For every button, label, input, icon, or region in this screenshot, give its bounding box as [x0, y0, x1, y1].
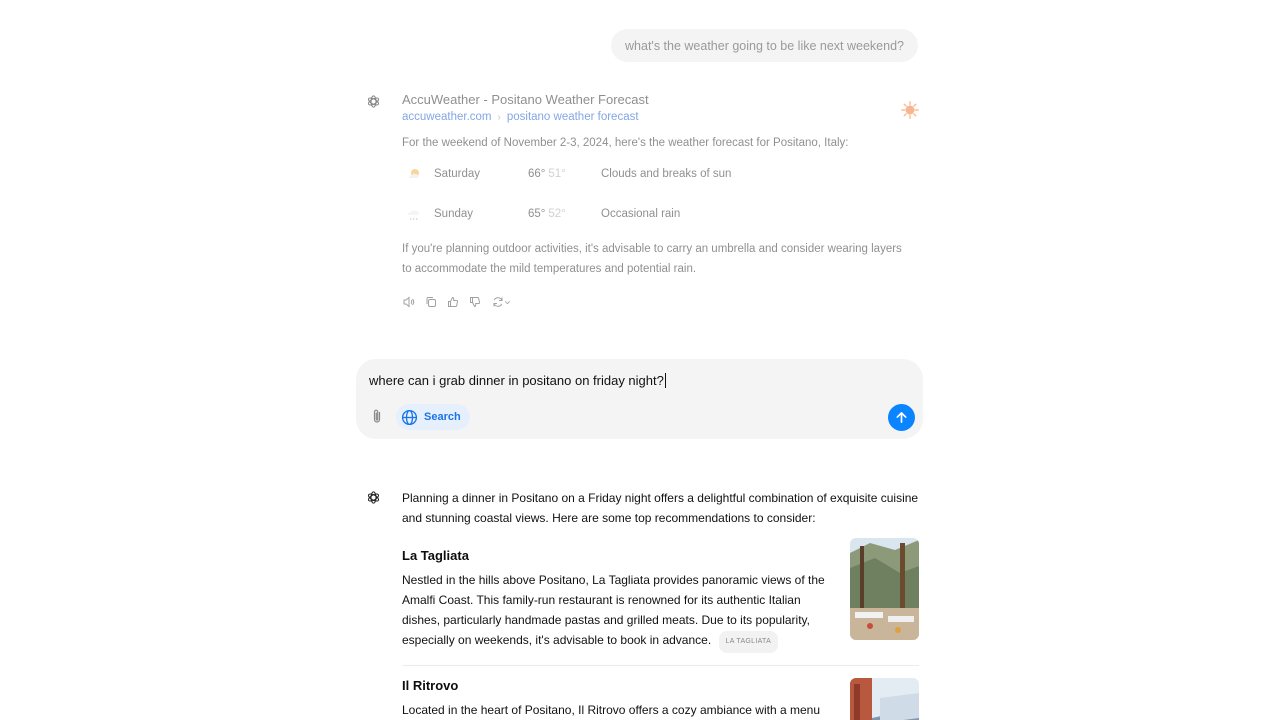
dinner-response	[402, 488, 920, 720]
restaurant-name: Il Ritrovo	[402, 678, 459, 693]
message-input[interactable]	[369, 373, 909, 388]
restaurant-description	[402, 570, 834, 653]
text-caret	[665, 373, 666, 388]
restaurant-description-text: Nestled in the hills above Positano, La Tagliata provides panoramic views of the Amalfi Coast. This family-run restaurant is renowned for its authentic Italian dishes, particularly handmade pastas and grilled meats. Due to its popularity, especially on weekends, it's advisable to book in advance.	[402, 573, 825, 647]
source-citation-tag[interactable]: LA TAGLIATA	[719, 631, 779, 653]
dinner-intro: Planning a dinner in Positano on a Friday night offers a delightful combination of exquisite cuisine and stunning coastal views. Here are some top recommendations to consider:	[402, 491, 919, 525]
forecast-day: Sunday	[434, 208, 474, 220]
forecast-day: Saturday	[434, 168, 481, 180]
forecast-high: 65°	[528, 208, 546, 220]
forecast-low: 52°	[548, 208, 566, 220]
thumbs-down-icon[interactable]	[468, 295, 482, 309]
assistant-logo-icon	[366, 490, 381, 505]
message-input-text: where can i grab dinner in positano on friday night?	[369, 373, 664, 388]
restaurant-card	[402, 548, 919, 653]
forecast-condition: Clouds and breaks of sun	[601, 168, 732, 180]
restaurant-description-text: Located in the heart of Positano, Il Ritrovo offers a cozy ambiance with a menu	[402, 703, 821, 717]
search-label: Search	[424, 411, 461, 423]
forecast-row-saturday	[402, 155, 922, 195]
message-composer	[356, 359, 923, 439]
restaurant-description	[402, 700, 834, 720]
forecast-condition: Occasional rain	[601, 208, 681, 220]
source-path-link[interactable]: positano weather forecast	[506, 111, 639, 123]
restaurant-photo[interactable]	[850, 538, 919, 640]
message-actions	[402, 295, 922, 309]
assistant-logo-icon	[366, 94, 381, 109]
regenerate-icon[interactable]	[490, 295, 512, 309]
weather-advice: If you're planning outdoor activities, it's advisable to carry an umbrella and consider wearing layers to accommodate the mild temperatures and potential rain.	[402, 243, 902, 275]
weather-intro: For the weekend of November 2-3, 2024, here's the weather forecast for Positano, Italy:	[402, 137, 849, 149]
forecast-low: 51°	[548, 168, 566, 180]
globe-icon	[401, 409, 418, 426]
restaurant-card	[402, 665, 919, 720]
forecast-temps	[528, 168, 566, 180]
read-aloud-icon[interactable]	[402, 295, 416, 309]
thumbs-up-icon[interactable]	[446, 295, 460, 309]
attach-icon[interactable]	[369, 408, 385, 426]
source-domain-link[interactable]: accuweather.com	[402, 111, 492, 123]
chevron-right-icon: ›	[497, 111, 501, 123]
restaurant-name: La Tagliata	[402, 548, 469, 563]
restaurant-photo[interactable]	[850, 678, 919, 720]
search-toggle-button[interactable]	[396, 404, 470, 430]
source-breadcrumb	[402, 111, 922, 123]
rain-icon	[406, 206, 422, 222]
forecast-high: 66°	[528, 168, 546, 180]
source-title[interactable]: AccuWeather - Positano Weather Forecast	[402, 92, 649, 107]
forecast-temps	[528, 208, 566, 220]
user-message-bubble	[611, 29, 918, 62]
user-message-text: what's the weather going to be like next weekend?	[625, 38, 904, 53]
partly-sunny-icon	[406, 166, 422, 182]
forecast-row-sunday	[402, 195, 922, 235]
arrow-up-icon	[895, 411, 908, 424]
copy-icon[interactable]	[424, 295, 438, 309]
weather-response	[402, 92, 922, 309]
send-button[interactable]	[888, 404, 915, 431]
